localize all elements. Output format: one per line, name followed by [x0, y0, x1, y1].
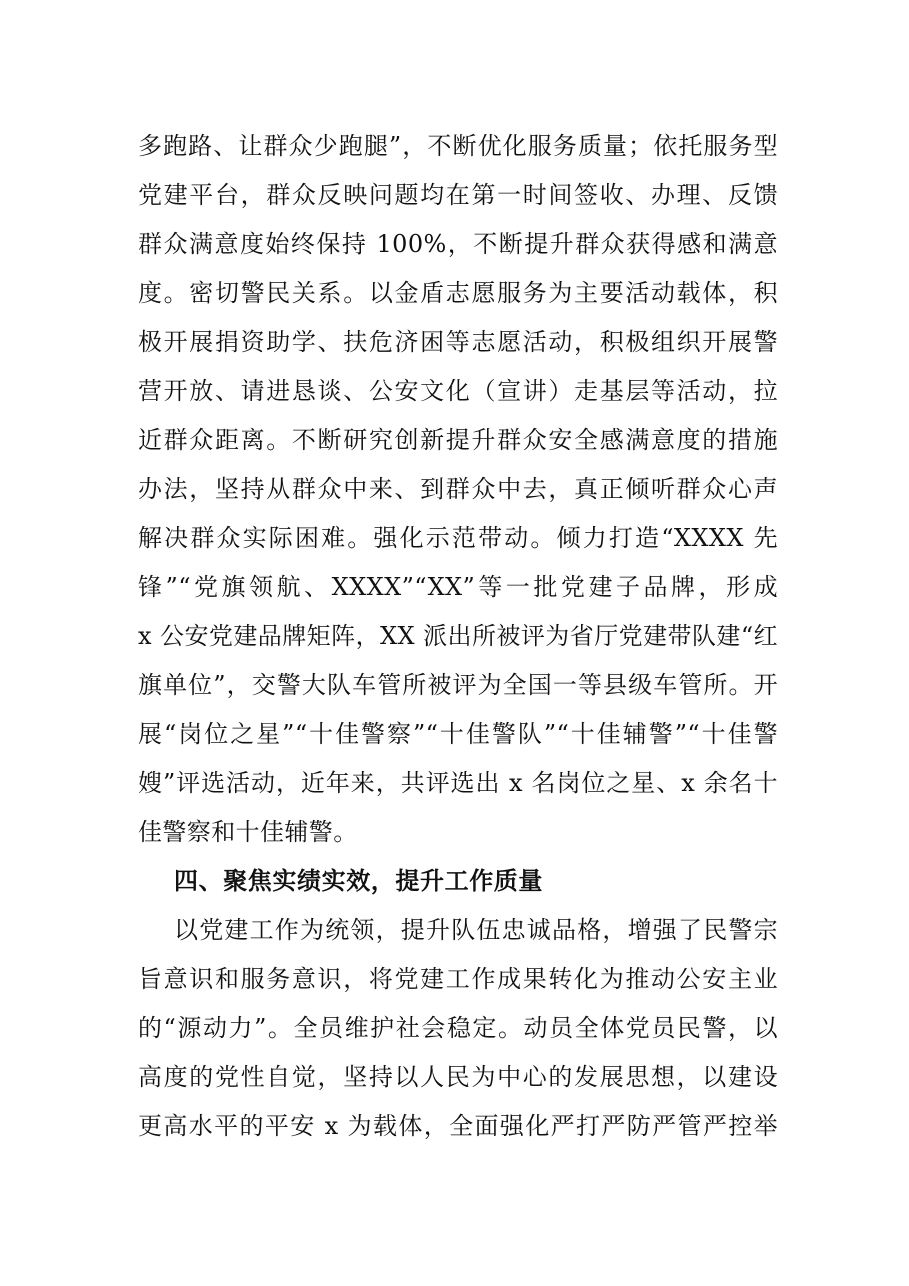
text-line: 办法，坚持从群众中来、到群众中去，真正倾听群众心声 — [138, 475, 778, 503]
text-line: 的“源动力”。全员维护社会稳定。动员全体党员民警，以 — [138, 1014, 778, 1042]
text-line: 度。密切警民关系。以金盾志愿服务为主要活动载体，积 — [138, 279, 778, 307]
text-line: 嫂”评选活动，近年来，共评选出 x 名岗位之星、x 余名十 — [138, 769, 778, 797]
text-line: 锋”“党旗领航、XXXX”“XX”等一批党建子品牌，形成 — [138, 573, 778, 601]
text-line: 解决群众实际困难。强化示范带动。倾力打造“XXXX 先 — [138, 524, 778, 552]
text-line: 以党建工作为统领，提升队伍忠诚品格，增强了民警宗 — [174, 916, 778, 944]
text-line: 旨意识和服务意识，将党建工作成果转化为推动公安主业 — [138, 965, 778, 993]
text-line: 近群众距离。不断研究创新提升群众安全感满意度的措施 — [138, 426, 778, 454]
section-heading: 四、聚焦实绩实效，提升工作质量 — [174, 867, 543, 895]
paragraph-service-quality — [138, 122, 778, 857]
text-line: 更高水平的平安 x 为载体，全面强化严打严防严管严控举 — [138, 1112, 778, 1140]
paragraph-results — [138, 906, 778, 1151]
text-line: 多跑路、让群众少跑腿”，不断优化服务质量；依托服务型 — [138, 132, 778, 160]
text-line: 佳警察和十佳辅警。 — [138, 818, 358, 846]
document-body — [138, 122, 778, 1151]
text-line: 极开展捐资助学、扶危济困等志愿活动，积极组织开展警 — [138, 328, 778, 356]
text-line: 高度的党性自觉，坚持以人民为中心的发展思想，以建设 — [138, 1063, 778, 1091]
text-line: 营开放、请进恳谈、公安文化（宣讲）走基层等活动，拉 — [138, 377, 778, 405]
text-line: 展“岗位之星”“十佳警察”“十佳警队”“十佳辅警”“十佳警 — [138, 720, 778, 748]
text-line: x 公安党建品牌矩阵，XX 派出所被评为省厅党建带队建“红 — [138, 622, 778, 650]
text-line: 群众满意度始终保持 100%，不断提升群众获得感和满意 — [138, 230, 778, 258]
text-line: 旗单位”，交警大队车管所被评为全国一等县级车管所。开 — [138, 671, 778, 699]
text-line: 党建平台，群众反映问题均在第一时间签收、办理、反馈 — [138, 181, 778, 209]
